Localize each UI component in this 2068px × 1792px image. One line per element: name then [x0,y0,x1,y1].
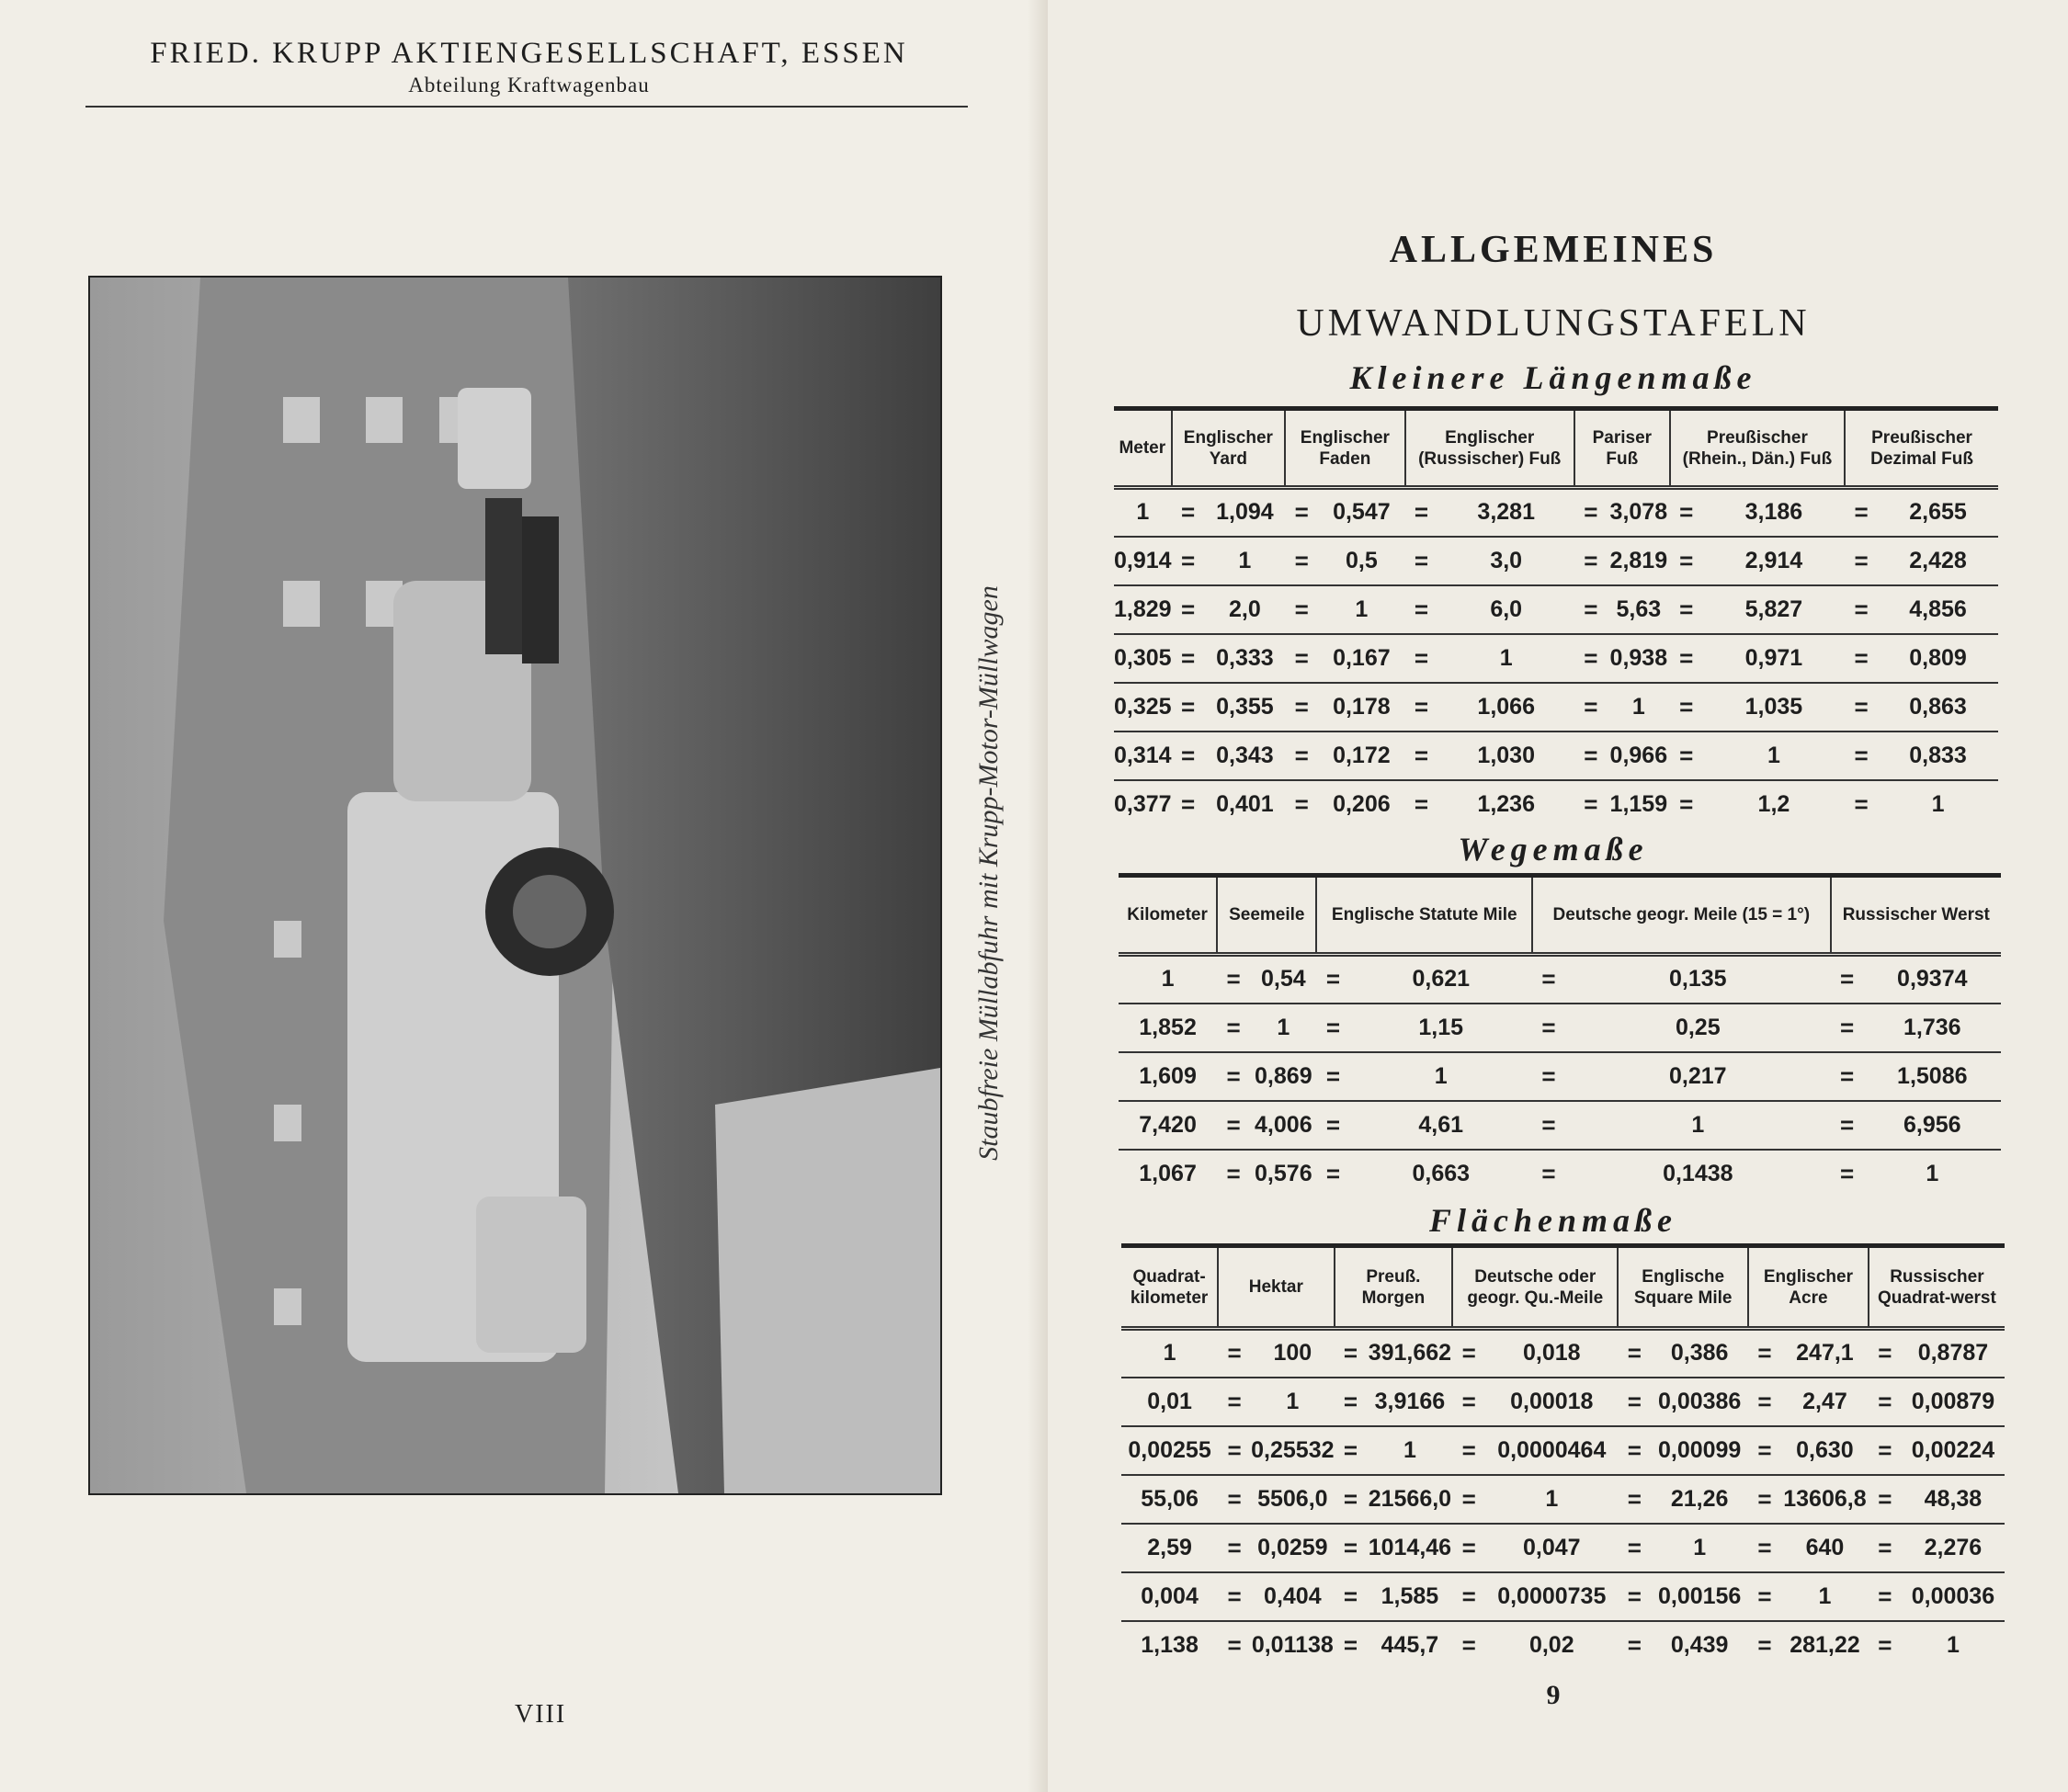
column-header: Englischer Acre [1748,1246,1869,1329]
table-cell: 0,0000735 [1485,1572,1618,1621]
column-header: Seemeile [1217,876,1316,955]
table-cell: 1,829 [1114,585,1172,634]
column-header: Quadrat-kilometer [1121,1246,1218,1329]
equals-sign: = [1584,790,1598,818]
page-number-right: 9 [1546,1680,1561,1710]
table-cell: 4,856 [1878,585,1998,634]
length-conversion-table [1114,406,1998,829]
equals-sign: = [1414,790,1429,818]
table-cell: 0,333 [1205,634,1286,683]
section-title-area: Flächenmaße [1429,1202,1677,1239]
truck-photo [88,276,942,1495]
table-cell: 0,314 [1114,732,1172,780]
header-row [1119,876,2001,955]
table-cell: 55,06 [1121,1475,1218,1524]
table-cell: 0,914 [1114,537,1172,585]
table-cell: 2,914 [1703,537,1845,585]
equals-sign: = [1172,488,1205,537]
table-cell: 0,355 [1205,683,1286,732]
equals-sign: = [1285,585,1318,634]
table-cell: 0,54 [1250,955,1316,1004]
equals-sign: = [1748,1475,1781,1524]
column-header: Kilometer [1119,876,1217,955]
table-cell: 6,956 [1864,1101,2001,1150]
column-header: Englischer Yard [1172,409,1286,488]
equals-sign: = [1574,585,1608,634]
table-cell: 0,971 [1703,634,1845,683]
equals-sign: = [1670,732,1703,780]
equals-sign: = [1172,634,1205,683]
table-cell: 0,0259 [1251,1524,1334,1572]
table-cell: 0,621 [1349,955,1532,1004]
table-cell: 1 [1205,537,1286,585]
table-cell: 1,094 [1205,488,1286,537]
table-cell: 2,819 [1608,537,1670,585]
table-cell: 1,066 [1438,683,1574,732]
table-cell: 0,00224 [1902,1426,2005,1475]
table-cell: 0,938 [1608,634,1670,683]
table-cell: 0,25532 [1251,1426,1334,1475]
table-cell: 0,01 [1121,1378,1218,1426]
table-cell: 1 [1485,1475,1618,1524]
equals-sign: = [1574,732,1608,780]
equals-sign: = [1316,1004,1349,1052]
table-cell: 0,377 [1114,791,1172,817]
table-cell: 0,325 [1114,683,1172,732]
equals-sign: = [1405,732,1438,780]
table-cell: 0,343 [1205,732,1286,780]
equals-sign: = [1618,1329,1651,1378]
equals-sign: = [1316,1101,1349,1150]
table-cell: 2,0 [1205,585,1286,634]
table-cell: 100 [1251,1329,1334,1378]
table-cell: 1,035 [1703,683,1845,732]
equals-sign: = [1325,1160,1341,1187]
table-row [1121,1475,2005,1524]
table-cell: 0,00018 [1485,1378,1618,1426]
table-cell: 1 [1114,488,1172,537]
distance-conversion-table [1119,873,2001,1198]
equals-sign: = [1757,1631,1772,1659]
table-cell: 0,00879 [1902,1378,2005,1426]
table-cell: 4,006 [1250,1101,1316,1150]
table-row [1119,1004,2001,1052]
table-cell: 3,9166 [1368,1378,1453,1426]
column-header: Preuß. Morgen [1335,1246,1453,1329]
table-cell: 0,004 [1121,1572,1218,1621]
table-cell: 4,61 [1349,1101,1532,1150]
company-header: FRIED. KRUPP AKTIENGESELLSCHAFT, ESSEN [150,37,908,70]
table-cell: 0,401 [1216,791,1274,817]
column-header: Englischer (Russischer) Fuß [1405,409,1574,488]
table-cell: 21566,0 [1368,1475,1453,1524]
table-cell: 0,439 [1670,1632,1729,1658]
equals-sign: = [1405,585,1438,634]
table-cell: 0,869 [1250,1052,1316,1101]
table-row [1119,1101,2001,1150]
equals-sign: = [1574,634,1608,683]
header-row [1114,409,1998,488]
area-conversion-table [1121,1243,2005,1670]
equals-sign: = [1574,683,1608,732]
table-cell: 3,0 [1438,537,1574,585]
table-cell: 1,159 [1609,791,1668,817]
equals-sign: = [1405,634,1438,683]
table-row [1114,488,1998,537]
table-cell: 3,281 [1438,488,1574,537]
header-rule [85,106,968,108]
table-cell: 0,02 [1528,1632,1574,1658]
equals-sign: = [1335,1524,1368,1572]
page-title: ALLGEMEINES [1389,229,1718,271]
equals-sign: = [1869,1572,1902,1621]
equals-sign: = [1335,1426,1368,1475]
table-cell: 0,863 [1878,683,1998,732]
equals-sign: = [1335,1572,1368,1621]
equals-sign: = [1452,1426,1485,1475]
table-row [1121,1426,2005,1475]
table-cell: 1014,46 [1368,1524,1453,1572]
equals-sign: = [1869,1378,1902,1426]
table-cell: 2,428 [1878,537,1998,585]
table-cell: 0,404 [1251,1572,1334,1621]
table-cell: 5,827 [1703,585,1845,634]
equals-sign: = [1217,1052,1250,1101]
equals-sign: = [1869,1524,1902,1572]
equals-sign: = [1532,1101,1565,1150]
table-cell: 281,22 [1790,1632,1860,1658]
table-row [1114,585,1998,634]
table-cell: 1,138 [1141,1632,1199,1658]
equals-sign: = [1670,585,1703,634]
equals-sign: = [1670,634,1703,683]
equals-sign: = [1316,955,1349,1004]
table-cell: 0,25 [1565,1004,1831,1052]
table-cell: 0,305 [1114,634,1172,683]
table-cell: 0,018 [1485,1329,1618,1378]
table-cell: 0,00036 [1902,1572,2005,1621]
table-cell: 1 [1349,1052,1532,1101]
page-subtitle: UMWANDLUNGSTAFELN [1296,302,1811,345]
table-cell: 2,276 [1902,1524,2005,1572]
table-cell: 21,26 [1651,1475,1748,1524]
column-header: Preußischer (Rhein., Dän.) Fuß [1670,409,1845,488]
equals-sign: = [1285,634,1318,683]
table-cell: 1,585 [1368,1572,1453,1621]
equals-sign: = [1452,1572,1485,1621]
equals-sign: = [1574,537,1608,585]
equals-sign: = [1831,1101,1864,1150]
equals-sign: = [1172,585,1205,634]
equals-sign: = [1748,1426,1781,1475]
table-cell: 1 [1565,1101,1831,1150]
table-cell: 0,0000464 [1485,1426,1618,1475]
equals-sign: = [1452,1524,1485,1572]
equals-sign: = [1285,537,1318,585]
table-cell: 0,576 [1255,1161,1312,1186]
table-cell: 0,9374 [1864,955,2001,1004]
table-cell: 2,47 [1781,1378,1869,1426]
table-cell: 5,63 [1608,585,1670,634]
table-cell: 0,00386 [1651,1378,1748,1426]
table-cell: 1 [1119,955,1217,1004]
table-cell: 1 [1121,1329,1218,1378]
header-row [1121,1246,2005,1329]
equals-sign: = [1748,1378,1781,1426]
table-cell: 0,178 [1318,683,1404,732]
table-cell: 1,15 [1349,1004,1532,1052]
table-cell: 0,00156 [1651,1572,1748,1621]
table-row [1121,1621,2005,1670]
page-number-left: VIII [515,1700,567,1729]
equals-sign: = [1218,1426,1251,1475]
equals-sign: = [1405,537,1438,585]
table-cell: 1,736 [1864,1004,2001,1052]
equals-sign: = [1180,790,1196,818]
equals-sign: = [1452,1329,1485,1378]
equals-sign: = [1405,683,1438,732]
equals-sign: = [1845,634,1878,683]
equals-sign: = [1343,1631,1358,1659]
section-title-distance: Wegemaße [1458,831,1649,868]
table-cell: 0,630 [1781,1426,1869,1475]
table-row [1119,1052,2001,1101]
equals-sign: = [1627,1631,1642,1659]
equals-sign: = [1618,1426,1651,1475]
table-cell: 1 [1703,732,1845,780]
table-row [1114,732,1998,780]
table-cell: 0,1438 [1663,1161,1733,1186]
table-cell: 0,809 [1878,634,1998,683]
section-title-length: Kleinere Längenmaße [1349,359,1757,396]
table-cell: 1 [1318,585,1404,634]
equals-sign: = [1532,1004,1565,1052]
table-cell: 1 [1438,634,1574,683]
table-cell: 0,663 [1412,1161,1471,1186]
table-cell: 0,00099 [1651,1426,1748,1475]
equals-sign: = [1172,683,1205,732]
equals-sign: = [1839,1160,1855,1187]
equals-sign: = [1748,1572,1781,1621]
table-cell: 0,8787 [1902,1329,2005,1378]
table-row [1114,683,1998,732]
column-header: Pariser Fuß [1574,409,1670,488]
equals-sign: = [1461,1631,1476,1659]
table-cell: 0,135 [1565,955,1831,1004]
equals-sign: = [1217,1101,1250,1150]
column-header: Preußischer Dezimal Fuß [1845,409,1998,488]
column-header: Hektar [1218,1246,1334,1329]
table-cell: 1 [1931,791,1945,817]
equals-sign: = [1226,1160,1241,1187]
garbage-truck-photo-illustration [90,278,940,1493]
equals-sign: = [1532,955,1565,1004]
equals-sign: = [1285,488,1318,537]
equals-sign: = [1218,1329,1251,1378]
table-cell: 0,172 [1318,732,1404,780]
table-cell: 2,59 [1121,1524,1218,1572]
table-cell: 0,833 [1878,732,1998,780]
equals-sign: = [1217,955,1250,1004]
equals-sign: = [1869,1329,1902,1378]
table-row [1114,634,1998,683]
table-row [1119,955,2001,1004]
column-header: Englischer Faden [1285,409,1404,488]
table-cell: 247,1 [1781,1329,1869,1378]
equals-sign: = [1869,1426,1902,1475]
table-row [1121,1329,2005,1378]
equals-sign: = [1618,1475,1651,1524]
equals-sign: = [1452,1378,1485,1426]
table-cell: 7,420 [1119,1101,1217,1150]
table-cell: 1 [1608,683,1670,732]
equals-sign: = [1845,537,1878,585]
table-cell: 13606,8 [1781,1475,1869,1524]
equals-sign: = [1670,683,1703,732]
equals-sign: = [1285,732,1318,780]
equals-sign: = [1854,790,1869,818]
equals-sign: = [1335,1378,1368,1426]
equals-sign: = [1618,1524,1651,1572]
equals-sign: = [1405,488,1438,537]
equals-sign: = [1218,1572,1251,1621]
equals-sign: = [1218,1475,1251,1524]
column-header: Meter [1114,409,1172,488]
table-cell: 0,5 [1318,537,1404,585]
table-cell: 1 [1781,1572,1869,1621]
column-header: Russischer Werst [1831,876,2001,955]
table-cell: 0,217 [1565,1052,1831,1101]
equals-sign: = [1748,1329,1781,1378]
equals-sign: = [1217,1004,1250,1052]
equals-sign: = [1878,1631,1892,1659]
column-header: Englische Statute Mile [1316,876,1532,955]
table-cell: 0,01138 [1251,1632,1334,1658]
table-row [1119,1150,2001,1198]
equals-sign: = [1670,488,1703,537]
table-cell: 1 [1251,1378,1334,1426]
table-cell: 3,078 [1608,488,1670,537]
table-row [1114,537,1998,585]
table-cell: 0,00255 [1121,1426,1218,1475]
equals-sign: = [1831,1052,1864,1101]
equals-sign: = [1452,1475,1485,1524]
table-cell: 5506,0 [1251,1475,1334,1524]
equals-sign: = [1316,1052,1349,1101]
table-cell: 3,186 [1703,488,1845,537]
table-cell: 1,5086 [1864,1052,2001,1101]
equals-sign: = [1845,585,1878,634]
equals-sign: = [1831,1004,1864,1052]
table-cell: 1,067 [1139,1161,1197,1186]
equals-sign: = [1218,1378,1251,1426]
equals-sign: = [1285,683,1318,732]
table-cell: 2,655 [1878,488,1998,537]
table-cell: 0,547 [1318,488,1404,537]
equals-sign: = [1335,1475,1368,1524]
table-cell: 1,236 [1477,791,1535,817]
equals-sign: = [1618,1572,1651,1621]
table-cell: 1,2 [1757,791,1790,817]
table-cell: 0,047 [1485,1524,1618,1572]
table-cell: 1 [1368,1426,1453,1475]
column-header: Englische Square Mile [1618,1246,1748,1329]
equals-sign: = [1845,683,1878,732]
table-cell: 1,852 [1119,1004,1217,1052]
equals-sign: = [1218,1524,1251,1572]
equals-sign: = [1679,790,1694,818]
table-cell: 1,609 [1119,1052,1217,1101]
table-cell: 0,966 [1608,732,1670,780]
table-cell: 1 [1250,1004,1316,1052]
table-cell: 48,38 [1902,1475,2005,1524]
table-cell: 6,0 [1438,585,1574,634]
equals-sign: = [1869,1475,1902,1524]
equals-sign: = [1227,1631,1242,1659]
column-header: Deutsche geogr. Meile (15 = 1°) [1532,876,1831,955]
equals-sign: = [1294,790,1309,818]
equals-sign: = [1574,488,1608,537]
equals-sign: = [1172,537,1205,585]
photo-caption: Staubfreie Müllabfuhr mit Krupp-Motor-Müllwagen [973,585,1004,1161]
equals-sign: = [1845,488,1878,537]
table-row [1121,1524,2005,1572]
equals-sign: = [1532,1052,1565,1101]
table-cell: 1 [1651,1524,1748,1572]
equals-sign: = [1335,1329,1368,1378]
table-cell: 1 [1946,1632,1960,1658]
table-cell: 1 [1926,1161,1939,1186]
table-cell: 445,7 [1381,1632,1439,1658]
equals-sign: = [1618,1378,1651,1426]
equals-sign: = [1670,537,1703,585]
equals-sign: = [1748,1524,1781,1572]
column-header: Deutsche oder geogr. Qu.-Meile [1452,1246,1618,1329]
department-subheader: Abteilung Kraftwagenbau [408,74,650,96]
table-cell: 640 [1781,1524,1869,1572]
table-row [1121,1378,2005,1426]
table-cell: 0,167 [1318,634,1404,683]
equals-sign: = [1831,955,1864,1004]
equals-sign: = [1172,732,1205,780]
table-cell: 391,662 [1368,1329,1453,1378]
table-cell: 0,206 [1333,791,1391,817]
table-row [1121,1572,2005,1621]
equals-sign: = [1845,732,1878,780]
column-header: Russischer Quadrat-werst [1869,1246,2005,1329]
table-cell: 1,030 [1438,732,1574,780]
table-cell: 0,386 [1651,1329,1748,1378]
equals-sign: = [1541,1160,1556,1187]
table-row [1114,780,1998,829]
